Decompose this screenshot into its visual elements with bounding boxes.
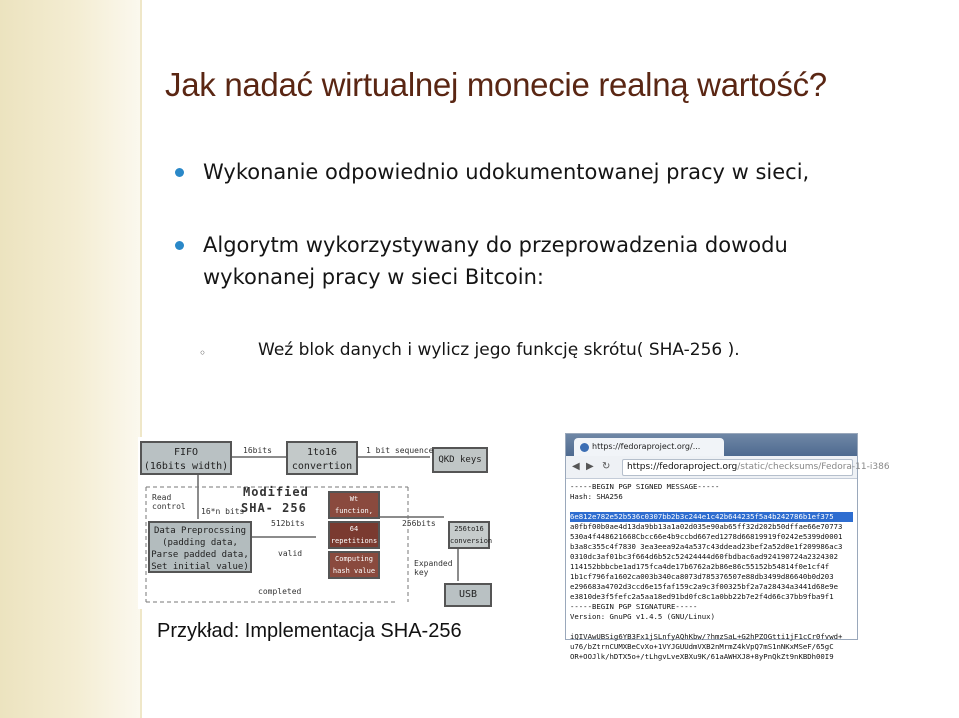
- nbits-label: 16*n bits: [201, 507, 245, 516]
- figure-caption: Przykład: Implementacja SHA-256: [157, 620, 462, 642]
- side-divider: [140, 0, 142, 718]
- qkd-label: QKD keys: [438, 455, 482, 465]
- fifo-box: [140, 441, 232, 475]
- url-path: /static/checksums/Fedora-11-i386: [737, 462, 890, 472]
- fifo-sub-label: (16bits width): [143, 461, 229, 472]
- modified-label: Modified: [243, 485, 309, 499]
- converter-label-1: 1to16: [306, 447, 338, 458]
- preprocessing-box: [148, 521, 252, 573]
- hash-box: [328, 551, 380, 579]
- converter256-box: [448, 521, 493, 549]
- address-bar: [622, 459, 890, 476]
- bullet-2-line-2: wykonanej pracy w sieci Bitcoin:: [203, 265, 544, 289]
- checksum-line: 530a4f448621668Cbcc66e4b9ccbd667ed1278d66819919f0242e5399d0001: [570, 532, 843, 541]
- usb-box: [444, 583, 492, 607]
- checksum-line: -----BEGIN PGP SIGNED MESSAGE-----: [570, 482, 720, 491]
- bits512-label: 512bits: [271, 519, 305, 528]
- forward-arrow-icon: ▶: [586, 461, 594, 472]
- sha-label: SHA- 256: [241, 501, 307, 515]
- hash-label-1: Computing: [335, 555, 373, 563]
- back-arrow-icon: ◀: [572, 461, 580, 472]
- completed-label: completed: [258, 587, 302, 596]
- usb-label: USB: [458, 589, 478, 600]
- browser-tab: [574, 438, 724, 456]
- prep-label-1: Data Preprocssing: [153, 526, 247, 536]
- checksum-line: Hash: SHA256: [570, 492, 623, 501]
- prep-label-3: Parse padded data,: [151, 550, 249, 560]
- converter256-label-1: 256to16: [454, 525, 484, 533]
- checksum-line: b3a8c355c4f7830 3ea3eea92a4a537c43ddead23bef2a52d0e1f209986ac3: [570, 542, 843, 551]
- bullet-marker: [175, 168, 184, 177]
- bullet-1: Wykonanie odpowiednio udokumentowanej pracy w sieci,: [203, 160, 810, 184]
- checksum-line: -----BEGIN PGP SIGNATURE-----: [570, 602, 698, 611]
- converter-box: [286, 441, 358, 475]
- fifo-label: FIFO: [173, 447, 199, 458]
- checksum-line: 0310dc3af01bc3f664d6b52c52424444d60fbdbac6ad924190724a2324302: [570, 552, 838, 561]
- url-host: https://fedoraproject.org: [627, 462, 738, 472]
- reload-icon: ↻: [602, 461, 611, 472]
- checksum-line: u76/bZtrnCUMXBeCvXo+1VYJGUUdmVXB2nMrmZ4kVpQ7mS1nNKxMSeF/65gC: [570, 642, 834, 651]
- browser-tab-title: https://fedoraproject.org/...: [592, 442, 701, 451]
- rep-label: repetitions: [330, 537, 378, 545]
- checksum-line: e296683a4702d3ccd6e15faf159c2a9c3f00325bf2a7a28434a3441d68e9e: [570, 582, 838, 591]
- checksum-line: [570, 502, 853, 512]
- checksum-line: a0fbf00b0ae4d13da9bb13a1a02d035e90ab65ff32d202b50dffae66e70773: [570, 522, 843, 531]
- sub-bullet-text: Weź blok danych i wylicz jego funkcję skrótu( SHA-256 ).: [258, 340, 740, 360]
- fedora-favicon-icon: [580, 443, 589, 452]
- rep-count-label: 64: [349, 525, 359, 533]
- checksum-line: 1b1cf796fa1602ca003b340ca8073d785376507e88db3499d86640b0d203: [570, 572, 834, 581]
- slide-title: Jak nadać wirtualnej monecie realną wartość?: [165, 66, 827, 103]
- expanded-key-label: Expanded key: [414, 559, 453, 577]
- sub-bullet-marker: ◦: [199, 346, 207, 360]
- bits16-label: 16bits: [243, 446, 272, 455]
- bullet-2-line-1: Algorytm wykorzystywany do przeprowadzenia dowodu: [203, 233, 788, 257]
- prep-label-4: Set initial value): [151, 562, 249, 572]
- checksum-line: Version: GnuPG v1.4.5 (GNU/Linux): [570, 612, 715, 621]
- browser-toolbar: [566, 456, 890, 479]
- hash-label-2: hash value: [332, 567, 376, 575]
- checksum-line: e3810de3f5fefc2a5aa18ed91bd0fc8c1a0bb22b7e2f4d66c37bb9fba9f1: [570, 592, 834, 601]
- side-decoration: [0, 0, 140, 718]
- wt-function-box: [328, 491, 380, 519]
- sha256-diagram: [138, 437, 494, 609]
- checksum-line: OR+OOJlk/hDTX5o+/tLhgvLveXBXu9K/61aAWHXJ8+8yPnQkZt9nKBDh00I9: [570, 652, 834, 661]
- prep-label-2: (padding data,: [162, 538, 238, 548]
- checksum-line: iQIVAwUBSig6YB3Fx1jSLnfyAQhKbw/?hmzSaL+G2hPZOGtti1jF1cCr0fvwd+: [570, 632, 843, 641]
- browser-tab-bar: [566, 434, 857, 456]
- bullet-marker: [175, 241, 184, 250]
- converter-label-2: convertion: [291, 461, 353, 472]
- checksum-line: [570, 622, 853, 632]
- repetitions-box: [328, 521, 380, 549]
- valid-label: valid: [278, 549, 303, 558]
- checksum-line: 114152bbbcbe1ad175fca4de17b6762a2b86e86c55152b54814f0e1cf4f: [570, 562, 830, 571]
- checksum-content: [566, 479, 857, 665]
- qkd-box: [432, 447, 488, 473]
- browser-screenshot: [565, 433, 890, 661]
- bits256-label: 256bits: [402, 519, 436, 528]
- bit-sequence-label: 1 bit sequence: [366, 446, 434, 455]
- wt-label: Wt function,: [335, 495, 373, 515]
- read-control-label: Read control: [152, 493, 186, 511]
- checksum-line-selected: 6e812e782e52b536c0307bb2b3c244e1c42b644235f5a4b242786b1ef375: [570, 512, 853, 522]
- converter256-label-2: conversion: [450, 537, 493, 545]
